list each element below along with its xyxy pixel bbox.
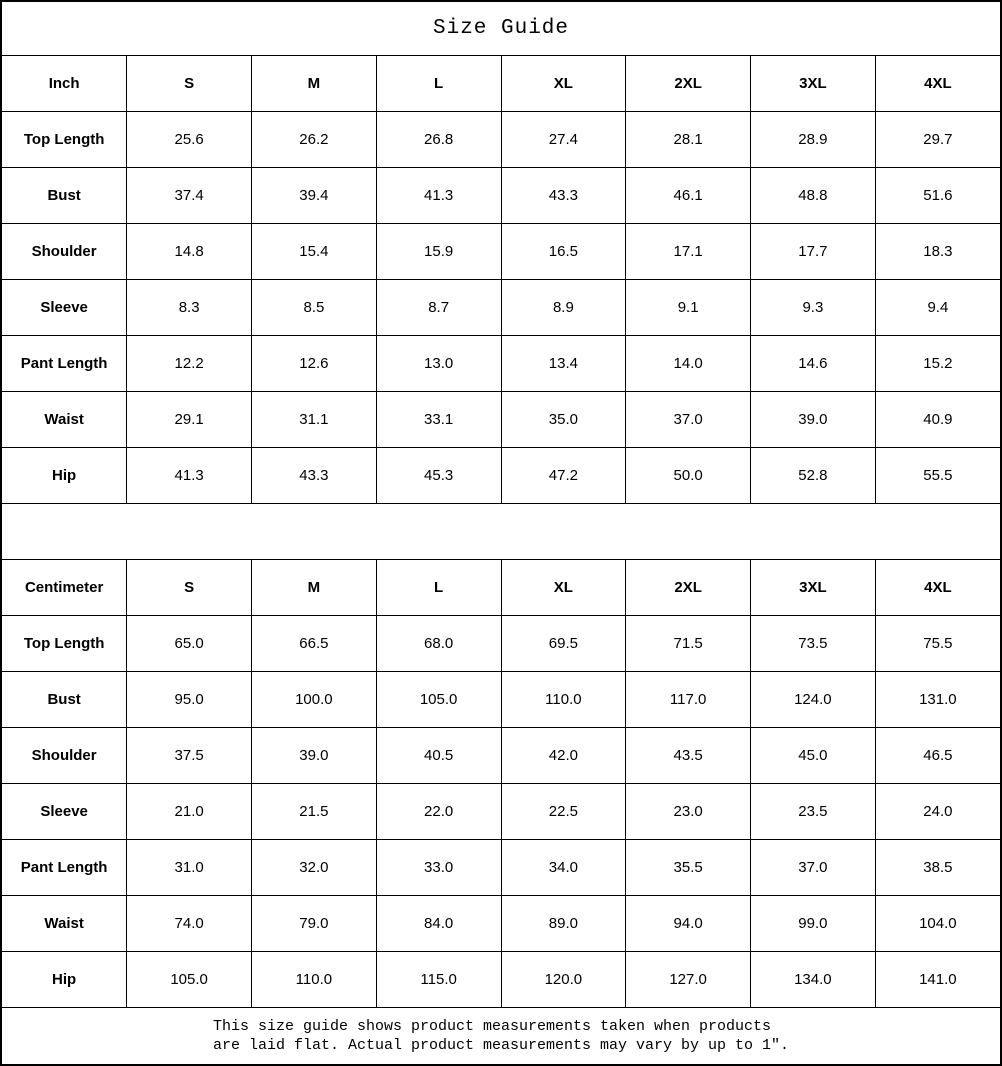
measurement-value: 27.4 <box>501 112 626 168</box>
measurement-row <box>2 840 1000 896</box>
measurement-label: Bust <box>2 672 127 728</box>
measurement-value: 26.2 <box>252 112 377 168</box>
measurement-value: 95.0 <box>127 672 252 728</box>
measurement-value: 29.1 <box>127 392 252 448</box>
measurement-value: 41.3 <box>127 448 252 504</box>
measurement-value: 22.5 <box>501 784 626 840</box>
measurement-row <box>2 784 1000 840</box>
centimeter-size-table <box>2 559 1000 1008</box>
measurement-value: 39.4 <box>252 168 377 224</box>
measurement-label: Shoulder <box>2 224 127 280</box>
measurement-value: 110.0 <box>252 952 377 1008</box>
measurement-value: 26.8 <box>376 112 501 168</box>
measurement-value: 47.2 <box>501 448 626 504</box>
measurement-value: 15.4 <box>252 224 377 280</box>
measurement-value: 84.0 <box>376 896 501 952</box>
measurement-value: 124.0 <box>751 672 876 728</box>
measurement-value: 99.0 <box>751 896 876 952</box>
measurement-value: 79.0 <box>252 896 377 952</box>
size-column-header: 2XL <box>626 56 751 112</box>
measurement-value: 43.5 <box>626 728 751 784</box>
measurement-label: Shoulder <box>2 728 127 784</box>
measurement-value: 8.5 <box>252 280 377 336</box>
measurement-value: 8.7 <box>376 280 501 336</box>
measurement-value: 45.3 <box>376 448 501 504</box>
measurement-label: Hip <box>2 952 127 1008</box>
size-column-header: S <box>127 560 252 616</box>
measurement-value: 38.5 <box>875 840 1000 896</box>
size-column-header: S <box>127 56 252 112</box>
size-column-header: 4XL <box>875 56 1000 112</box>
measurement-value: 18.3 <box>875 224 1000 280</box>
measurement-value: 65.0 <box>127 616 252 672</box>
unit-header: Inch <box>2 56 127 112</box>
measurement-row <box>2 336 1000 392</box>
measurement-value: 8.9 <box>501 280 626 336</box>
size-column-header: M <box>252 560 377 616</box>
measurement-value: 28.1 <box>626 112 751 168</box>
measurement-value: 12.6 <box>252 336 377 392</box>
measurement-value: 115.0 <box>376 952 501 1008</box>
measurement-value: 35.0 <box>501 392 626 448</box>
measurement-value: 75.5 <box>875 616 1000 672</box>
measurement-value: 94.0 <box>626 896 751 952</box>
measurement-value: 37.5 <box>127 728 252 784</box>
measurement-row <box>2 952 1000 1008</box>
measurement-label: Hip <box>2 448 127 504</box>
size-column-header: 3XL <box>751 56 876 112</box>
footer-note <box>2 1008 1000 1064</box>
measurement-value: 105.0 <box>376 672 501 728</box>
measurement-value: 37.0 <box>626 392 751 448</box>
measurement-label: Top Length <box>2 112 127 168</box>
measurement-value: 105.0 <box>127 952 252 1008</box>
measurement-value: 9.1 <box>626 280 751 336</box>
measurement-label: Waist <box>2 392 127 448</box>
measurement-row <box>2 280 1000 336</box>
size-column-header: XL <box>501 56 626 112</box>
measurement-label: Pant Length <box>2 336 127 392</box>
measurement-label: Top Length <box>2 616 127 672</box>
measurement-value: 48.8 <box>751 168 876 224</box>
header-row <box>2 56 1000 112</box>
measurement-value: 46.1 <box>626 168 751 224</box>
measurement-value: 43.3 <box>252 448 377 504</box>
measurement-value: 23.5 <box>751 784 876 840</box>
unit-header: Centimeter <box>2 560 127 616</box>
measurement-value: 40.5 <box>376 728 501 784</box>
measurement-label: Pant Length <box>2 840 127 896</box>
measurement-row <box>2 112 1000 168</box>
measurement-label: Bust <box>2 168 127 224</box>
measurement-value: 22.0 <box>376 784 501 840</box>
measurement-row <box>2 392 1000 448</box>
measurement-value: 12.2 <box>127 336 252 392</box>
measurement-value: 46.5 <box>875 728 1000 784</box>
footer-line-2: are laid flat. Actual product measurements may vary by up to 1″. <box>212 1037 790 1054</box>
measurement-value: 43.3 <box>501 168 626 224</box>
measurement-row <box>2 672 1000 728</box>
measurement-row <box>2 448 1000 504</box>
measurement-value: 39.0 <box>751 392 876 448</box>
measurement-value: 15.9 <box>376 224 501 280</box>
size-column-header: XL <box>501 560 626 616</box>
measurement-value: 134.0 <box>751 952 876 1008</box>
measurement-value: 33.1 <box>376 392 501 448</box>
measurement-value: 31.1 <box>252 392 377 448</box>
size-column-header: 3XL <box>751 560 876 616</box>
measurement-value: 21.5 <box>252 784 377 840</box>
measurement-value: 52.8 <box>751 448 876 504</box>
size-column-header: 4XL <box>875 560 1000 616</box>
measurement-value: 39.0 <box>252 728 377 784</box>
measurement-label: Sleeve <box>2 784 127 840</box>
measurement-value: 9.3 <box>751 280 876 336</box>
measurement-row <box>2 728 1000 784</box>
measurement-row <box>2 616 1000 672</box>
measurement-value: 66.5 <box>252 616 377 672</box>
measurement-value: 127.0 <box>626 952 751 1008</box>
measurement-value: 21.0 <box>127 784 252 840</box>
measurement-value: 14.6 <box>751 336 876 392</box>
measurement-value: 37.0 <box>751 840 876 896</box>
measurement-value: 73.5 <box>751 616 876 672</box>
measurement-value: 69.5 <box>501 616 626 672</box>
measurement-value: 13.0 <box>376 336 501 392</box>
size-column-header: 2XL <box>626 560 751 616</box>
footer-text-block <box>213 1017 789 1055</box>
measurement-value: 8.3 <box>127 280 252 336</box>
measurement-value: 33.0 <box>376 840 501 896</box>
measurement-value: 17.1 <box>626 224 751 280</box>
measurement-value: 68.0 <box>376 616 501 672</box>
measurement-value: 29.7 <box>875 112 1000 168</box>
measurement-value: 14.0 <box>626 336 751 392</box>
measurement-value: 37.4 <box>127 168 252 224</box>
measurement-value: 25.6 <box>127 112 252 168</box>
header-row <box>2 560 1000 616</box>
page-title: Size Guide <box>432 17 570 40</box>
measurement-value: 23.0 <box>626 784 751 840</box>
size-column-header: M <box>252 56 377 112</box>
measurement-value: 24.0 <box>875 784 1000 840</box>
measurement-value: 9.4 <box>875 280 1000 336</box>
footer-line-1: This size guide shows product measurements taken when products <box>212 1018 772 1035</box>
table-spacer <box>2 504 1000 559</box>
measurement-value: 71.5 <box>626 616 751 672</box>
measurement-label: Waist <box>2 896 127 952</box>
size-column-header: L <box>376 56 501 112</box>
measurement-label: Sleeve <box>2 280 127 336</box>
measurement-value: 110.0 <box>501 672 626 728</box>
measurement-value: 35.5 <box>626 840 751 896</box>
measurement-value: 45.0 <box>751 728 876 784</box>
measurement-value: 17.7 <box>751 224 876 280</box>
measurement-value: 55.5 <box>875 448 1000 504</box>
measurement-value: 104.0 <box>875 896 1000 952</box>
measurement-value: 42.0 <box>501 728 626 784</box>
measurement-row <box>2 896 1000 952</box>
inch-size-table <box>2 55 1000 504</box>
measurement-value: 14.8 <box>127 224 252 280</box>
measurement-value: 28.9 <box>751 112 876 168</box>
measurement-value: 141.0 <box>875 952 1000 1008</box>
measurement-value: 51.6 <box>875 168 1000 224</box>
measurement-value: 117.0 <box>626 672 751 728</box>
measurement-row <box>2 168 1000 224</box>
measurement-value: 15.2 <box>875 336 1000 392</box>
size-column-header: L <box>376 560 501 616</box>
measurement-value: 74.0 <box>127 896 252 952</box>
measurement-value: 40.9 <box>875 392 1000 448</box>
measurement-value: 131.0 <box>875 672 1000 728</box>
measurement-value: 31.0 <box>127 840 252 896</box>
measurement-value: 89.0 <box>501 896 626 952</box>
measurement-value: 41.3 <box>376 168 501 224</box>
measurement-value: 100.0 <box>252 672 377 728</box>
measurement-value: 34.0 <box>501 840 626 896</box>
measurement-value: 120.0 <box>501 952 626 1008</box>
measurement-value: 13.4 <box>501 336 626 392</box>
title-row <box>2 2 1000 55</box>
measurement-row <box>2 224 1000 280</box>
measurement-value: 50.0 <box>626 448 751 504</box>
measurement-value: 16.5 <box>501 224 626 280</box>
measurement-value: 32.0 <box>252 840 377 896</box>
